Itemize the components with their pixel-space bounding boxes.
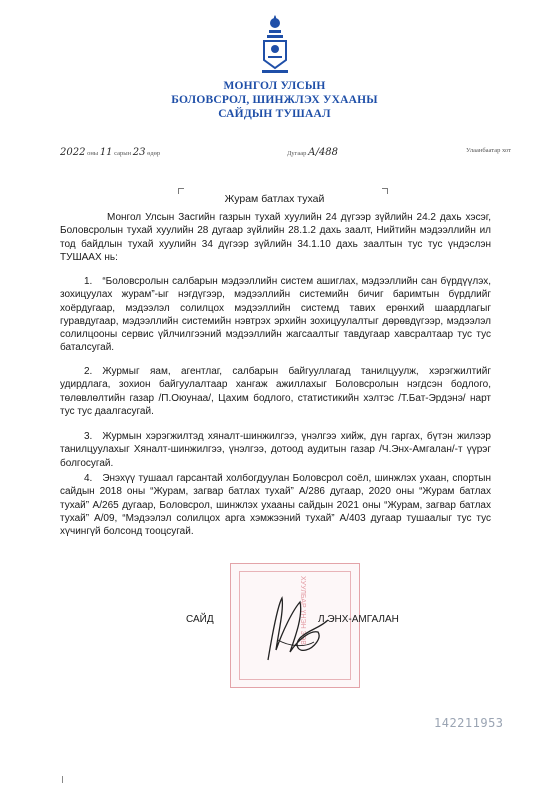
item-number: 1. — [84, 276, 93, 287]
item-text: Журмыг яам, агентлаг, салбарын байгууллагад танилцуулж, хэрэгжилтийг удирдлага, зохион байгуулалтаар хангаж ажиллахыг Боловсролын нэгдсэн бодлого, төлөвлөлтийн газар /П.Оюунаа/, Цахим бодлого, статистикийн хэлтэс /Т.Бат-Эрдэнэ/ нарт тус тус даалгасугай. — [60, 366, 491, 417]
document-serial: 142211953 — [434, 716, 504, 730]
decree-city: Улаанбаатар хот — [466, 147, 511, 154]
date-month-suffix: сарын — [114, 150, 132, 157]
preamble-paragraph: Монгол Улсын Засгийн газрын тухай хуулийн 24 дүгээр зүйлийн 24.2 дахь хэсэг, Боловсролын тухай хуулийн 28 дугаар зүйлийн 28.1.2 дахь заалт, Нийтийн мэдээллийн ил тод байдлын тухай хуулийн 34 дүгээр зүйлийн 34.1.10 дахь заалтын тус тус үндэслэн ТУШААХ нь: — [60, 212, 491, 263]
header-country: МОНГОЛ УЛСЫН — [223, 80, 326, 92]
header-ministry: БОЛОВСРОЛ, ШИНЖЛЭХ УХААНЫ — [171, 94, 378, 106]
item-text: “Боловсролын салбарын мэдээллийн систем ашиглах, мэдээллийн сан бүрдүүлэх, зохицуулах журам”-ыг нэгдүгээр, мэдээллийн системийн бичиг баримтын бүрдлийг хоёрдугаар, мэдээлэл солилцох мэдээллийн системд тавих ерөнхий шаардлагыг гуравдугаар, мэдээллийн системийн нэвтрэх эрхийн зохицуулалтыг дөрөвдүгээр, мэдээлэл солилцооны сервис үйлчилгээний мэдээллийн жагсаалтыг тавдугаар хавсралтаар тус тус баталсугай. — [60, 276, 491, 354]
item-text: Энэхүү тушаал гарсантай холбогдуулан Боловсрол соёл, шинжлэх ухаан, спортын сайдын 2018 оны “Журам, загвар батлах тухай” А/286 дугаар, 2020 оны “Журам батлах тухай” А/265 дугаар, Боловсрол, шинжлэх ухааны сайдын 2021 оны “Журам, загвар батлах тухай” А/09, “Мэдээлэл солилцох арга хэмжээний тухай” А/403 дугаар тушаалыг тус тус хүчингүй болсонд тооцсугай. — [60, 473, 491, 538]
item-text: Журмын хэрэгжилтэд хяналт-шинжилгээ, үнэлгээ хийж, дүн гаргах, бүтэн жилээр танилцуулахыг Хяналт-шинжилгээ, үнэлгээ, дотоод аудитын газар /Ч.Энх-Амгалан/-т үүрэг болгосугай. — [60, 431, 491, 469]
decree-item — [60, 472, 491, 538]
date-year-suffix: оны — [87, 150, 99, 157]
state-emblem-icon — [254, 14, 296, 76]
signatory-name: Л.ЭНХ-АМГАЛАН — [318, 614, 399, 625]
margin-tick — [62, 776, 63, 783]
decree-item — [60, 430, 491, 470]
decree-date — [60, 147, 160, 158]
signatory-title: САЙД — [186, 614, 214, 625]
decree-item — [60, 365, 491, 418]
decree-subject: Журам батлах тухай — [224, 193, 325, 205]
header-doc-type: САЙДЫН ТУШААЛ — [218, 108, 331, 120]
item-number: 2. — [84, 366, 93, 377]
date-year: 2022 — [60, 147, 86, 158]
stamp-text: ХУУЛБАР ҮНЭН ЗӨВ — [299, 576, 306, 645]
number-value: А/488 — [308, 147, 339, 158]
number-label: Дугаар — [287, 150, 307, 157]
item-number: 3. — [84, 431, 93, 442]
decree-item — [60, 275, 491, 355]
date-day: 23 — [132, 147, 146, 158]
date-month: 11 — [99, 147, 113, 158]
date-day-suffix: өдөр — [147, 150, 161, 157]
item-number: 4. — [84, 473, 93, 484]
decree-number — [287, 147, 338, 158]
handwritten-signature — [248, 590, 338, 670]
